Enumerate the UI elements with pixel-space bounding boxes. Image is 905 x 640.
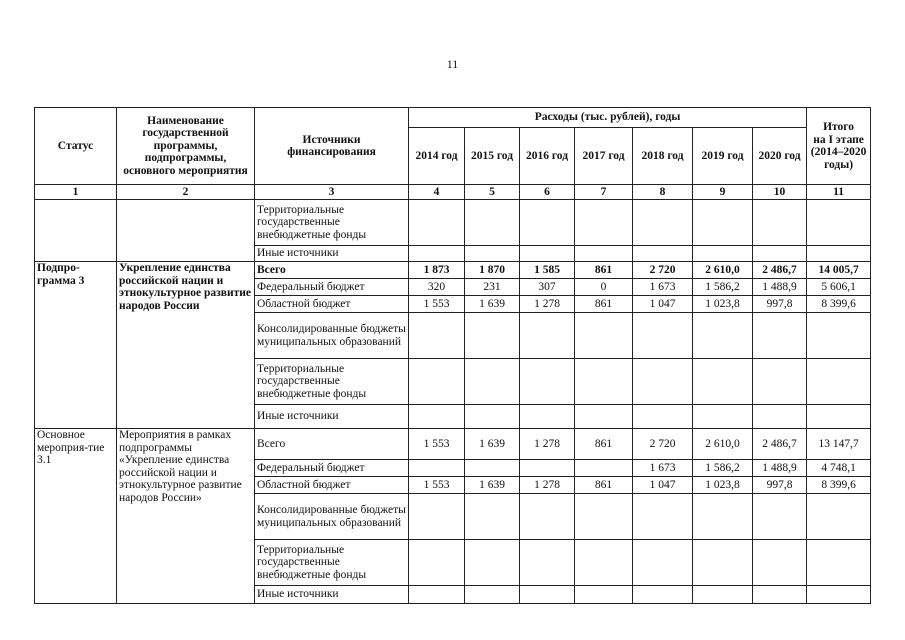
status-cell — [35, 200, 117, 262]
header-name-line: программы, — [153, 139, 218, 152]
value-cell: 307 — [520, 279, 575, 296]
value-cell — [465, 460, 520, 477]
header-year: 2020 год — [753, 128, 807, 185]
source-cell: Консолидированные бюджеты муниципальных образований — [255, 313, 409, 359]
column-number: 4 — [409, 185, 465, 200]
value-cell: 1 586,2 — [693, 460, 753, 477]
column-number: 3 — [255, 185, 409, 200]
table-row — [35, 429, 871, 460]
value-cell: 320 — [409, 279, 465, 296]
source-cell: Территориальные государственные внебюджетные фонды — [255, 540, 409, 586]
status-cell: Основное мероприя-тие 3.1 — [35, 429, 117, 604]
value-cell: 1 047 — [633, 296, 693, 313]
column-number: 10 — [753, 185, 807, 200]
header-total-line: (2014–2020 — [810, 146, 867, 158]
source-cell: Территориальные государственные внебюджетные фонды — [255, 359, 409, 405]
value-cell: 2 720 — [633, 262, 693, 279]
column-number: 11 — [807, 185, 871, 200]
value-cell: 1 639 — [465, 429, 520, 460]
name-cell: Укрепление единства российской нации и этнокультурное развитие народов России — [117, 262, 255, 429]
total-cell: 5 606,1 — [807, 279, 871, 296]
value-cell: 2 610,0 — [693, 429, 753, 460]
value-cell: 861 — [575, 477, 633, 494]
source-cell: Иные источники — [255, 405, 409, 429]
value-cell: 1 047 — [633, 477, 693, 494]
status-cell: Подпро-грамма 3 — [35, 262, 117, 429]
column-number: 7 — [575, 185, 633, 200]
source-cell: Территориальные государственные внебюджетные фонды — [255, 200, 409, 246]
total-cell: 8 399,6 — [807, 296, 871, 313]
column-number: 2 — [117, 185, 255, 200]
total-cell: 8 399,6 — [807, 477, 871, 494]
header-name-line: государственной — [142, 127, 229, 140]
budget-table — [34, 107, 871, 604]
header-name-line: Наименование — [147, 114, 224, 127]
header-sources — [255, 108, 409, 185]
total-cell: 4 748,1 — [807, 460, 871, 477]
header-total-line: на I этапе — [813, 133, 864, 146]
value-cell: 1 553 — [409, 477, 465, 494]
value-cell: 1 673 — [633, 279, 693, 296]
value-cell — [409, 460, 465, 477]
source-cell: Федеральный бюджет — [255, 460, 409, 477]
value-cell: 1 639 — [465, 477, 520, 494]
value-cell: 1 553 — [409, 296, 465, 313]
value-cell: 0 — [575, 279, 633, 296]
header-year: 2016 год — [520, 128, 575, 185]
header-total-line: Итого — [823, 121, 854, 133]
name-cell — [117, 200, 255, 262]
value-cell: 1 586,2 — [693, 279, 753, 296]
column-number: 8 — [633, 185, 693, 200]
value-cell: 2 486,7 — [753, 262, 807, 279]
name-cell: Мероприятия в рамках подпрограммы «Укрепление единства российской нации и этнокультурное развитие народов России» — [117, 429, 255, 604]
source-cell: Иные источники — [255, 246, 409, 262]
table-row — [35, 262, 871, 279]
column-number: 6 — [520, 185, 575, 200]
column-number: 5 — [465, 185, 520, 200]
header-expenses: Расходы (тыс. рублей), годы — [409, 108, 807, 128]
source-cell: Иные источники — [255, 586, 409, 604]
header-sources-line: финансирования — [287, 146, 376, 158]
page-number: 11 — [446, 57, 459, 71]
source-cell: Федеральный бюджет — [255, 279, 409, 296]
value-cell: 2 720 — [633, 429, 693, 460]
value-cell: 1 023,8 — [693, 477, 753, 494]
value-cell: 1 488,9 — [753, 279, 807, 296]
value-cell: 997,8 — [753, 477, 807, 494]
header-name — [117, 108, 255, 185]
value-cell — [520, 460, 575, 477]
header-total-line: годы) — [824, 158, 854, 171]
header-year: 2014 год — [409, 128, 465, 185]
source-cell: Областной бюджет — [255, 477, 409, 494]
source-cell: Консолидированные бюджеты муниципальных образований — [255, 494, 409, 540]
value-cell: 2 486,7 — [753, 429, 807, 460]
header-name-line: подпрограммы, — [144, 152, 227, 165]
value-cell: 1 278 — [520, 296, 575, 313]
value-cell: 1 023,8 — [693, 296, 753, 313]
value-cell: 2 610,0 — [693, 262, 753, 279]
source-cell: Всего — [255, 262, 409, 279]
value-cell: 861 — [575, 262, 633, 279]
value-cell: 1 639 — [465, 296, 520, 313]
value-cell — [575, 460, 633, 477]
value-cell: 1 488,9 — [753, 460, 807, 477]
value-cell: 861 — [575, 429, 633, 460]
header-year: 2018 год — [633, 128, 693, 185]
source-cell: Всего — [255, 429, 409, 460]
value-cell: 1 873 — [409, 262, 465, 279]
value-cell: 1 278 — [520, 429, 575, 460]
header-sources-line: Источники — [302, 133, 361, 146]
total-cell: 14 005,7 — [807, 262, 871, 279]
value-cell: 1 278 — [520, 477, 575, 494]
header-status: Статус — [35, 108, 117, 185]
value-cell: 1 585 — [520, 262, 575, 279]
header-total — [807, 108, 871, 185]
header-year: 2017 год — [575, 128, 633, 185]
column-number: 1 — [35, 185, 117, 200]
source-cell: Областной бюджет — [255, 296, 409, 313]
value-cell: 1 870 — [465, 262, 520, 279]
value-cell: 1 673 — [633, 460, 693, 477]
total-cell: 13 147,7 — [807, 429, 871, 460]
column-number: 9 — [693, 185, 753, 200]
value-cell: 1 553 — [409, 429, 465, 460]
header-year: 2019 год — [693, 128, 753, 185]
header-name-line: основного мероприятия — [123, 164, 248, 177]
table-row — [35, 200, 871, 246]
header-year: 2015 год — [465, 128, 520, 185]
value-cell: 231 — [465, 279, 520, 296]
value-cell: 861 — [575, 296, 633, 313]
value-cell: 997,8 — [753, 296, 807, 313]
